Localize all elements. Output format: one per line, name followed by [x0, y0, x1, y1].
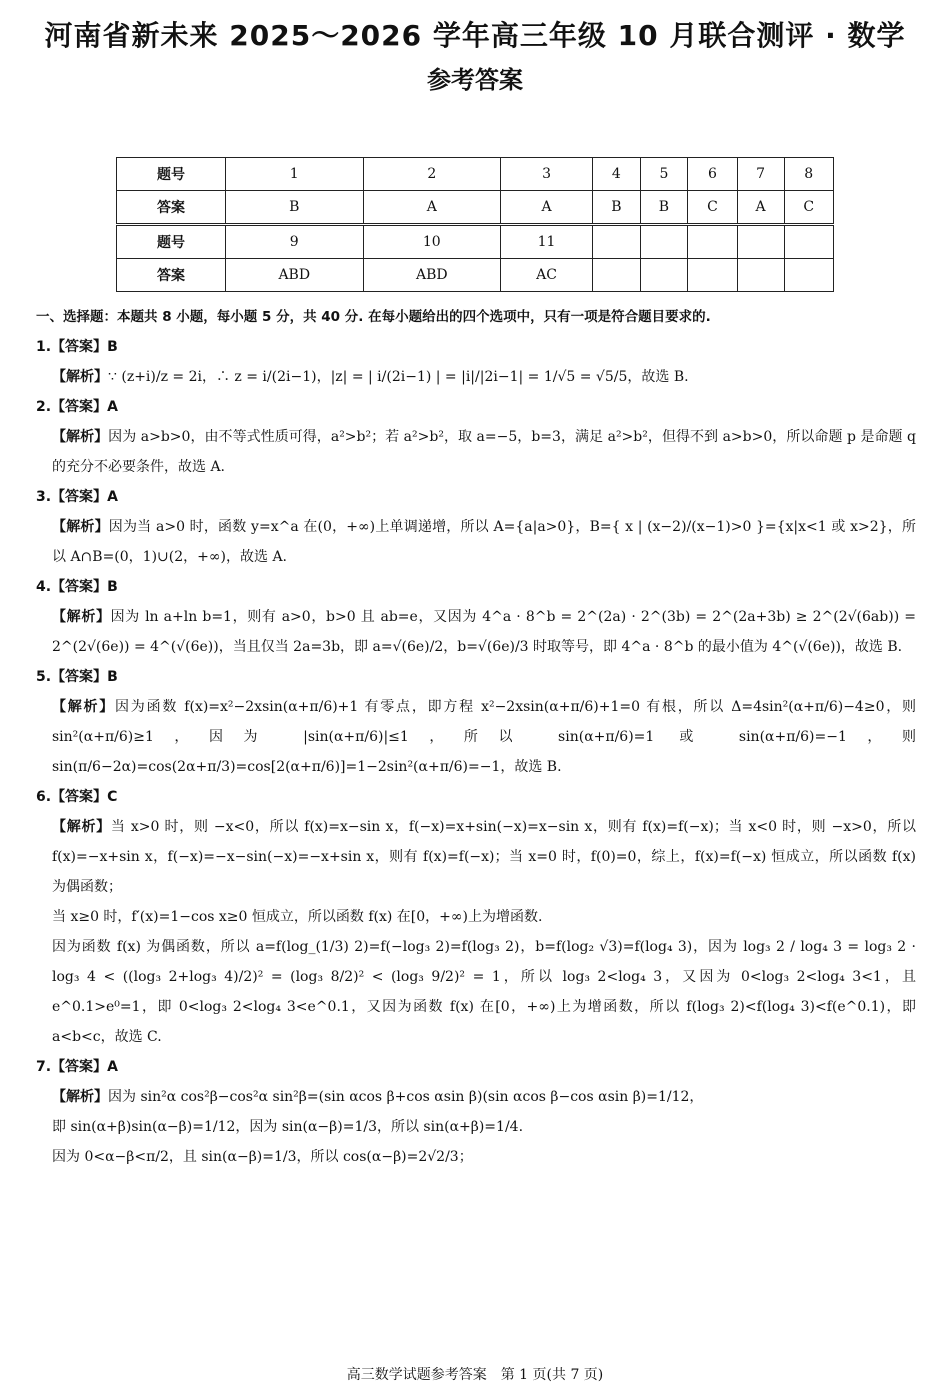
analysis-text: 因为 sin²α cos²β−cos²α sin²β=(sin αcos β+cos αsin β)(sin αcos β−cos αsin β)=1/12，	[108, 1089, 704, 1105]
table-cell	[688, 259, 737, 292]
row-label: 答案	[117, 259, 226, 292]
analysis-label: 【解析】	[52, 1089, 108, 1105]
analysis-text: ∵ (z+i)/z = 2i，∴ z = i/(2i−1)，|z| = | i/(2i−1) | = |i|/|2i−1| = 1/√5 = √5/5，故选 B.	[108, 369, 689, 385]
table-cell: 11	[501, 225, 593, 259]
answer-label: 【答案】	[51, 669, 108, 685]
answer-value: B	[107, 339, 118, 355]
question-number: 5.	[36, 669, 52, 685]
answer-value: A	[107, 1059, 118, 1075]
analysis-label: 【解析】	[52, 429, 109, 445]
analysis-text: 当 x>0 时，则 −x<0，所以 f(x)=x−sin x，f(−x)=x+sin(−x)=x−sin x，则有 f(x)=f(−x)；当 x<0 时，则 −x>0，所以 f(x)=−x+sin x，f(−x)=−x−sin(−x)=−x+sin x，则有 f(x)=f(−x)；当 x=0 时，f(0)=0，综上，f(x)=f(−x) 恒成立，所以函数 f(x) 为偶函数；	[52, 819, 916, 895]
answer-label: 【答案】	[51, 399, 108, 415]
analysis-text: 因为函数 f(x)=x²−2xsin(α+π/6)+1 有零点，即方程 x²−2xsin(α+π/6)+1=0 有根，所以 Δ=4sin²(α+π/6)−4≥0，则 sin²(α+π/6)≥1，因为 |sin(α+π/6)|≤1，所以 sin(α+π/6)=1 或 sin(α+π/6)=−1，则 sin(π/6−2α)=cos(2α+π/3)=cos[2(α+π/6)]=1−2sin²(α+π/6)=−1，故选 B.	[52, 699, 916, 775]
page-footer: 高三数学试题参考答案 第 1 页(共 7 页)	[346, 1367, 604, 1383]
table-cell: B	[640, 191, 688, 225]
table-cell	[640, 259, 688, 292]
question-number: 2.	[36, 399, 52, 415]
question-header	[36, 482, 916, 512]
analysis-paragraph: 当 x≥0 时，f′(x)=1−cos x≥0 恒成立，所以函数 f(x) 在[0，+∞)上为增函数.	[52, 909, 543, 925]
question-header	[36, 662, 916, 692]
question-header	[36, 332, 916, 362]
analysis-paragraph	[52, 422, 916, 482]
answer-value: B	[107, 669, 118, 685]
table-cell	[737, 225, 784, 259]
table-cell: A	[501, 191, 593, 225]
question-number: 6.	[36, 789, 52, 805]
table-cell: 10	[363, 225, 501, 259]
answer-value: A	[107, 489, 118, 505]
table-cell: C	[688, 191, 737, 225]
question-header	[36, 392, 916, 422]
section-heading: 一、选择题：本题共 8 小题，每小题 5 分，共 40 分. 在每小题给出的四个选项中，只有一项是符合题目要求的.	[36, 309, 711, 325]
table-cell: 7	[737, 158, 784, 191]
solutions	[36, 302, 916, 1172]
table-cell	[784, 225, 833, 259]
answer-label: 【答案】	[51, 489, 108, 505]
analysis-paragraph	[52, 602, 916, 662]
answer-table	[116, 157, 834, 292]
analysis-paragraph	[52, 362, 916, 392]
table-cell: C	[784, 191, 833, 225]
question-number: 3.	[36, 489, 52, 505]
table-cell: 3	[501, 158, 593, 191]
table-cell: AC	[501, 259, 593, 292]
table-cell: ABD	[226, 259, 364, 292]
table-cell	[688, 225, 737, 259]
table-cell: A	[737, 191, 784, 225]
answer-label: 【答案】	[51, 579, 108, 595]
table-cell: B	[593, 191, 641, 225]
table-cell: 8	[784, 158, 833, 191]
table-cell: B	[226, 191, 364, 225]
answer-value: C	[107, 789, 118, 805]
row-label: 题号	[117, 158, 226, 191]
table-cell	[593, 259, 641, 292]
analysis-label: 【解析】	[52, 369, 108, 385]
table-cell: 2	[363, 158, 501, 191]
answer-value: A	[107, 399, 118, 415]
page-subtitle: 参考答案	[427, 66, 523, 94]
analysis-paragraph	[52, 692, 916, 782]
analysis-text: 因为 a>b>0，由不等式性质可得，a²>b²；若 a²>b²，取 a=−5，b=3，满足 a²>b²，但得不到 a>b>0，所以命题 p 是命题 q 的充分不必要条件，故选 A.	[52, 429, 917, 475]
analysis-paragraph	[52, 812, 916, 902]
question-number: 1.	[36, 339, 52, 355]
table-cell: ABD	[363, 259, 501, 292]
table-row	[117, 158, 834, 191]
table-cell: 1	[226, 158, 364, 191]
answer-value: B	[107, 579, 118, 595]
question-header	[36, 1052, 916, 1082]
answer-label: 【答案】	[51, 1059, 108, 1075]
table-cell	[784, 259, 833, 292]
page-title: 河南省新未来 2025～2026 学年高三年级 10 月联合测评 · 数学	[44, 19, 906, 52]
table-cell: 4	[593, 158, 641, 191]
analysis-paragraph: 因为函数 f(x) 为偶函数，所以 a=f(log_(1/3) 2)=f(−log₃ 2)=f(log₃ 2)，b=f(log₂ √3)=f(log₄ 3)，因为 log₃ 2 / log₄ 3 = log₃ 2 · log₃ 4 < ((log₃ 2+log₃ 4)/2)² = (log₃ 8/2)² < (log₃ 9/2)² = 1，所以 log₃ 2<log₄ 3，又因为 0<log₃ 2<log₄ 3<1，且 e^0.1>e⁰=1，即 0<log₃ 2<log₄ 3<e^0.1，又因为函数 f(x) 在[0，+∞)上为增函数，所以 f(log₃ 2)<f(log₄ 3)<f(e^0.1)，即 a<b<c，故选 C.	[52, 939, 916, 1045]
question-header	[36, 572, 916, 602]
analysis-paragraph	[52, 512, 916, 572]
row-label: 题号	[117, 225, 226, 259]
question-number: 4.	[36, 579, 52, 595]
answer-label: 【答案】	[51, 339, 108, 355]
table-row	[117, 191, 834, 225]
analysis-text: 因为当 a>0 时，函数 y=x^a 在(0，+∞)上单调递增，所以 A={a|a>0}，B={ x | (x−2)/(x−1)>0 }={x|x<1 或 x>2}，所以 A∩B=(0，1)∪(2，+∞)，故选 A.	[52, 519, 916, 565]
table-row	[117, 259, 834, 292]
analysis-label: 【解析】	[52, 609, 111, 625]
table-cell	[593, 225, 641, 259]
table-cell: 6	[688, 158, 737, 191]
question-header	[36, 782, 916, 812]
table-cell: 9	[226, 225, 364, 259]
analysis-paragraph	[52, 1082, 916, 1112]
table-cell	[640, 225, 688, 259]
analysis-paragraph: 即 sin(α+β)sin(α−β)=1/12，因为 sin(α−β)=1/3，所以 sin(α+β)=1/4.	[52, 1119, 524, 1135]
analysis-label: 【解析】	[52, 519, 109, 535]
row-label: 答案	[117, 191, 226, 225]
table-cell: 5	[640, 158, 688, 191]
analysis-label: 【解析】	[52, 699, 116, 715]
analysis-paragraph: 因为 0<α−β<π/2，且 sin(α−β)=1/3，所以 cos(α−β)=2√2/3；	[52, 1149, 473, 1165]
table-row	[117, 225, 834, 259]
analysis-label: 【解析】	[52, 819, 111, 835]
question-number: 7.	[36, 1059, 52, 1075]
table-cell	[737, 259, 784, 292]
analysis-text: 因为 ln a+ln b=1，则有 a>0，b>0 且 ab=e，又因为 4^a · 8^b = 2^(2a) · 2^(3b) = 2^(2a+3b) ≥ 2^(2√(6ab)) = 2^(2√(6e)) = 4^(√(6e))，当且仅当 2a=3b，即 a=√(6e)/2，b=√(6e)/3 时取等号，即 4^a · 8^b 的最小值为 4^(√(6e))，故选 B.	[52, 609, 916, 655]
table-cell: A	[363, 191, 501, 225]
answer-label: 【答案】	[51, 789, 108, 805]
